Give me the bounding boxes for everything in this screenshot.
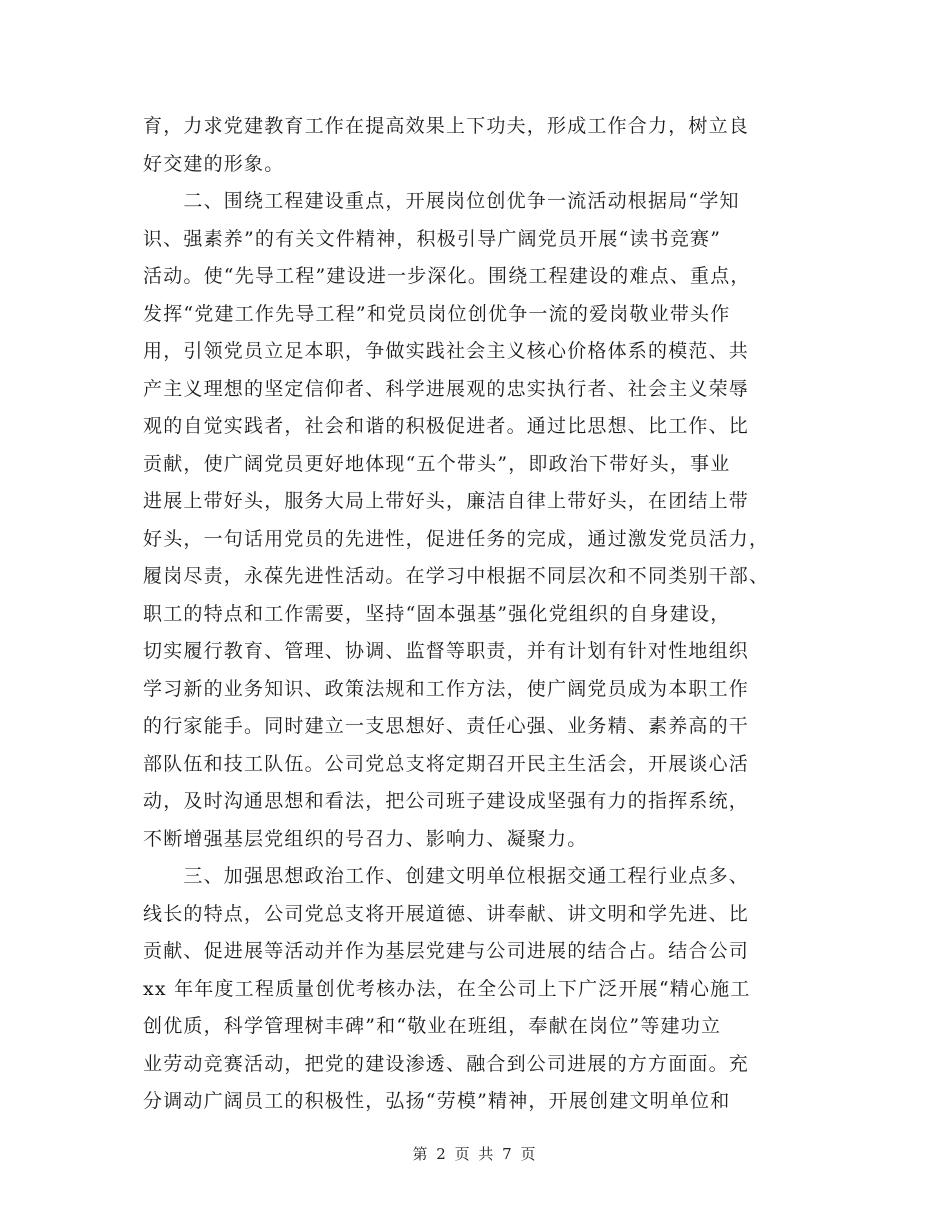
text-line: 履岗尽责，永葆先进性活动。在学习中根据不同层次和不同类别干部、: [143, 565, 770, 587]
text-line: 的行家能手。同时建立一支思想好、责任心强、业务精、素养高的干: [143, 715, 750, 737]
text-line: 业劳动竞赛活动，把党的建设渗透、融合到公司进展的方方面面。充: [143, 1052, 750, 1075]
page-number-footer: 第 2 页 共 7 页: [412, 1145, 538, 1163]
text-line: 创优质，科学管理树丰碑”和“敬业在班组，奉献在岗位”等建功立: [143, 1015, 722, 1037]
text-line: 不断增强基层党组织的号召力、影响力、凝聚力。: [143, 827, 588, 850]
text-line: 识、强素养”的有关文件精神，积极引导广阔党员开展“读书竞赛”: [143, 227, 722, 250]
text-line: 好头，一句话用党员的先进性，促进任务的完成，通过激发党员活力，: [143, 527, 770, 550]
text-line: 部队伍和技工队伍。公司党总支将定期召开民主生活会，开展谈心活: [143, 752, 750, 775]
text-line: 职工的特点和工作需要，坚持“固本强基”强化党组织的自身建设，: [143, 602, 731, 625]
text-line: 用，引领党员立足本职，争做实践社会主义核心价格体系的模范、共: [143, 340, 750, 362]
text-line: 三、加强思想政治工作、创建文明单位根据交通工程行业点多、: [143, 865, 750, 887]
text-line: 贡献，使广阔党员更好地体现“五个带头”，即政治下带好头，事业: [143, 452, 731, 475]
text-line: 观的自觉实践者，社会和谐的积极促进者。通过比思想、比工作、比: [143, 415, 750, 437]
text-line: xx 年年度工程质量创优考核办法，在全公司上下广泛开展“精心施工: [143, 977, 751, 1000]
text-line: 进展上带好头，服务大局上带好头，廉洁自律上带好头，在团结上带: [143, 490, 750, 512]
text-line: 发挥“党建工作先导工程”和党员岗位创优争一流的爱岗敬业带头作: [143, 302, 731, 325]
text-line: 产主义理想的坚定信仰者、科学进展观的忠实执行者、社会主义荣辱: [143, 377, 750, 400]
text-line: 活动。使“先导工程”建设进一步深化。围绕工程建设的难点、重点，: [143, 265, 751, 287]
text-line: 学习新的业务知识、政策法规和工作方法，使广阔党员成为本职工作: [143, 677, 750, 700]
text-line: 切实履行教育、管理、协调、监督等职责，并有计划有针对性地组织: [143, 640, 750, 662]
text-line: 二、围绕工程建设重点，开展岗位创优争一流活动根据局“学知: [143, 190, 740, 212]
text-line: 分调动广阔员工的积极性，弘扬“劳模”精神，开展创建文明单位和: [143, 1090, 731, 1112]
body-text: [143, 108, 803, 1121]
text-line: 线长的特点，公司党总支将开展道德、讲奉献、讲文明和学先进、比: [143, 902, 750, 925]
text-line: 育，力求党建教育工作在提高效果上下功夫，形成工作合力，树立良: [143, 115, 750, 137]
text-line: 好交建的形象。: [143, 152, 285, 175]
text-line: 贡献、促进展等活动并作为基层党建与公司进展的结合占。结合公司: [143, 940, 750, 962]
text-line: 动，及时沟通思想和看法，把公司班子建设成坚强有力的指挥系统，: [143, 790, 750, 812]
